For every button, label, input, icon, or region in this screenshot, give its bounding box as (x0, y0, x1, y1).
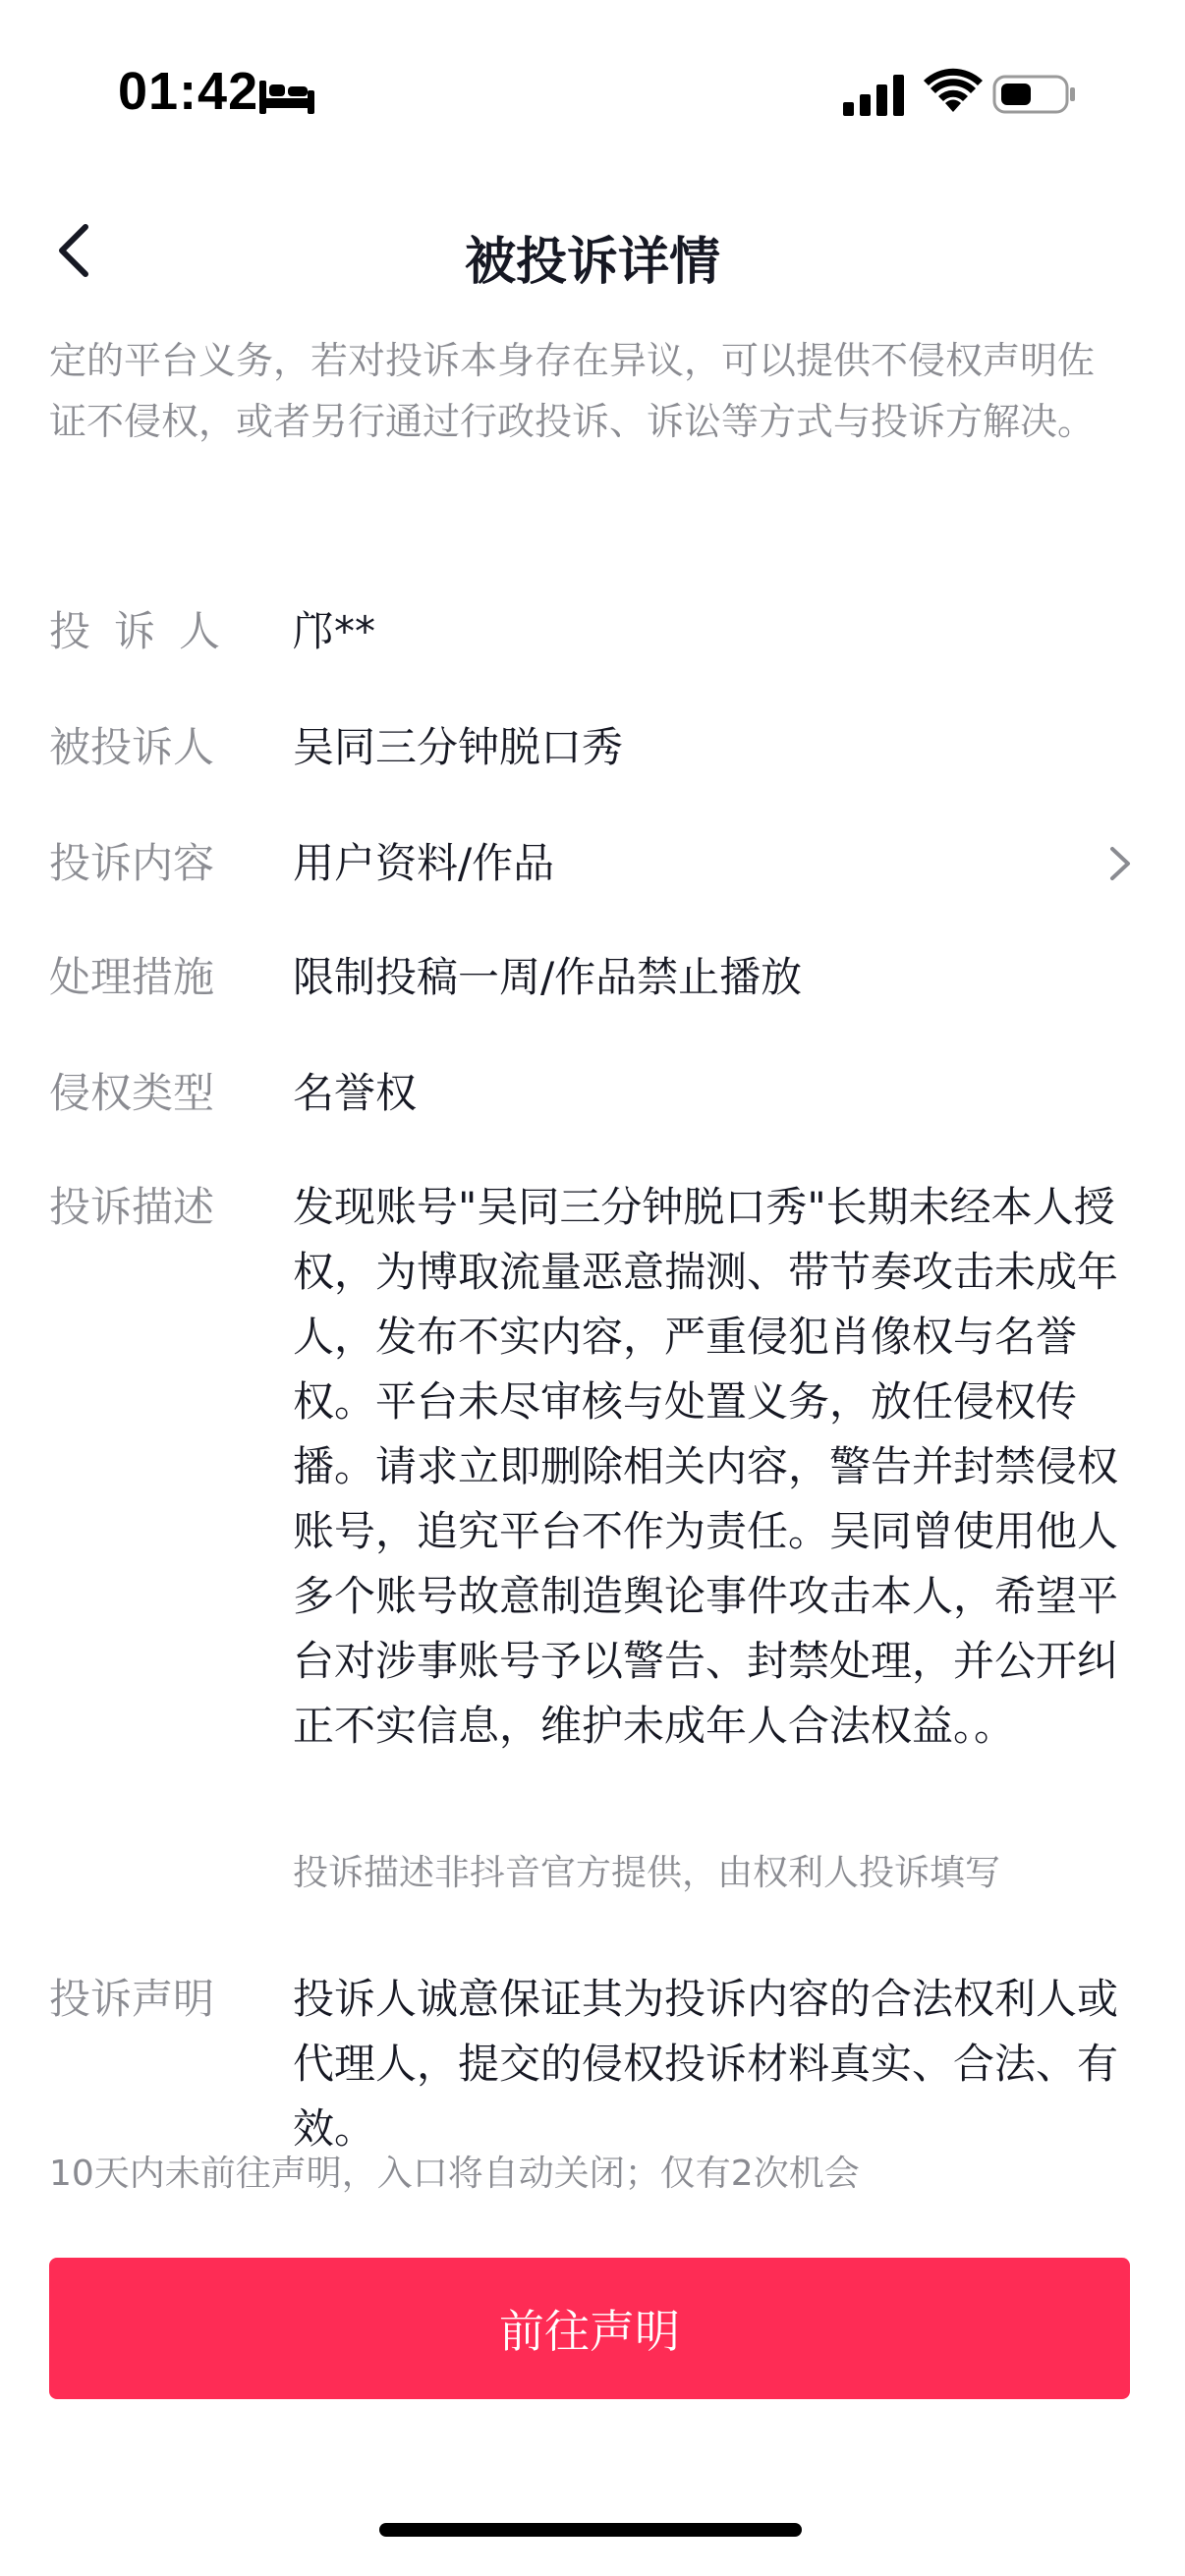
chevron-right-icon (1099, 843, 1140, 884)
intro-body: 定的平台义务，若对投诉本身存在异议，可以提供不侵权声明佐证不侵权，或者另行通过行政投诉、诉讼等方式与投诉方解决。 (49, 339, 1096, 443)
respondent-value: 吴同三分钟脱口秀 (293, 723, 624, 771)
infringement-type-value: 名誉权 (293, 1069, 418, 1117)
respondent-label: 被投诉人 (49, 723, 215, 771)
description-value: 发现账号"吴同三分钟脱口秀"长期未经本人授权，为博取流量恶意揣测、带节奏攻击未成年人，发布不实内容，严重侵犯肖像权与名誉权。平台未尽审核与处置义务，放任侵权传播。请求立即删除相关内容，警告并封禁侵权账号，追究平台不作为责任。吴同曾使用他人多个账号故意制造舆论事件攻击本人，希望平台对涉事账号予以警告、封禁处理，并公开纠正不实信息，维护未成年人合法权益。。 (293, 1183, 1119, 1750)
statement-value: 投诉人诚意保证其为投诉内容的合法权利人或代理人，提交的侵权投诉材料真实、合法、有效。 (293, 1975, 1119, 2153)
description-note: 投诉描述非抖音官方提供，由权利人投诉填写 (293, 1853, 1001, 1893)
submit-statement-button[interactable]: 前往声明 (49, 2258, 1130, 2399)
complaint-detail-content[interactable] (0, 324, 1185, 2171)
complaint-content-row[interactable] (49, 831, 1140, 896)
battery-icon (992, 73, 1077, 116)
complaint-content-value: 用户资料/作品 (293, 839, 555, 887)
status-time: 01:42 (118, 62, 259, 121)
complaint-content-label: 投诉内容 (49, 839, 215, 887)
signal-icon (843, 73, 904, 116)
bed-icon (257, 77, 316, 116)
home-indicator[interactable] (379, 2523, 802, 2537)
complainant-value: 邝** (293, 607, 376, 655)
statement-label: 投诉声明 (49, 1975, 215, 2023)
page-title: 被投诉详情 (464, 233, 720, 292)
nav-bar (0, 187, 1185, 324)
intro-text (49, 312, 1110, 452)
deadline-notice: 10天内未前往声明，入口将自动关闭；仅有2次机会 (49, 2154, 860, 2194)
complainant-label: 投诉人 (49, 607, 245, 655)
status-bar (0, 0, 1185, 187)
measures-label: 处理措施 (49, 953, 215, 1001)
description-label: 投诉描述 (49, 1183, 215, 1231)
intro-clip (0, 324, 1185, 521)
wifi-icon (924, 69, 983, 114)
infringement-type-label: 侵权类型 (49, 1069, 215, 1117)
measures-value: 限制投稿一周/作品禁止播放 (293, 953, 803, 1001)
